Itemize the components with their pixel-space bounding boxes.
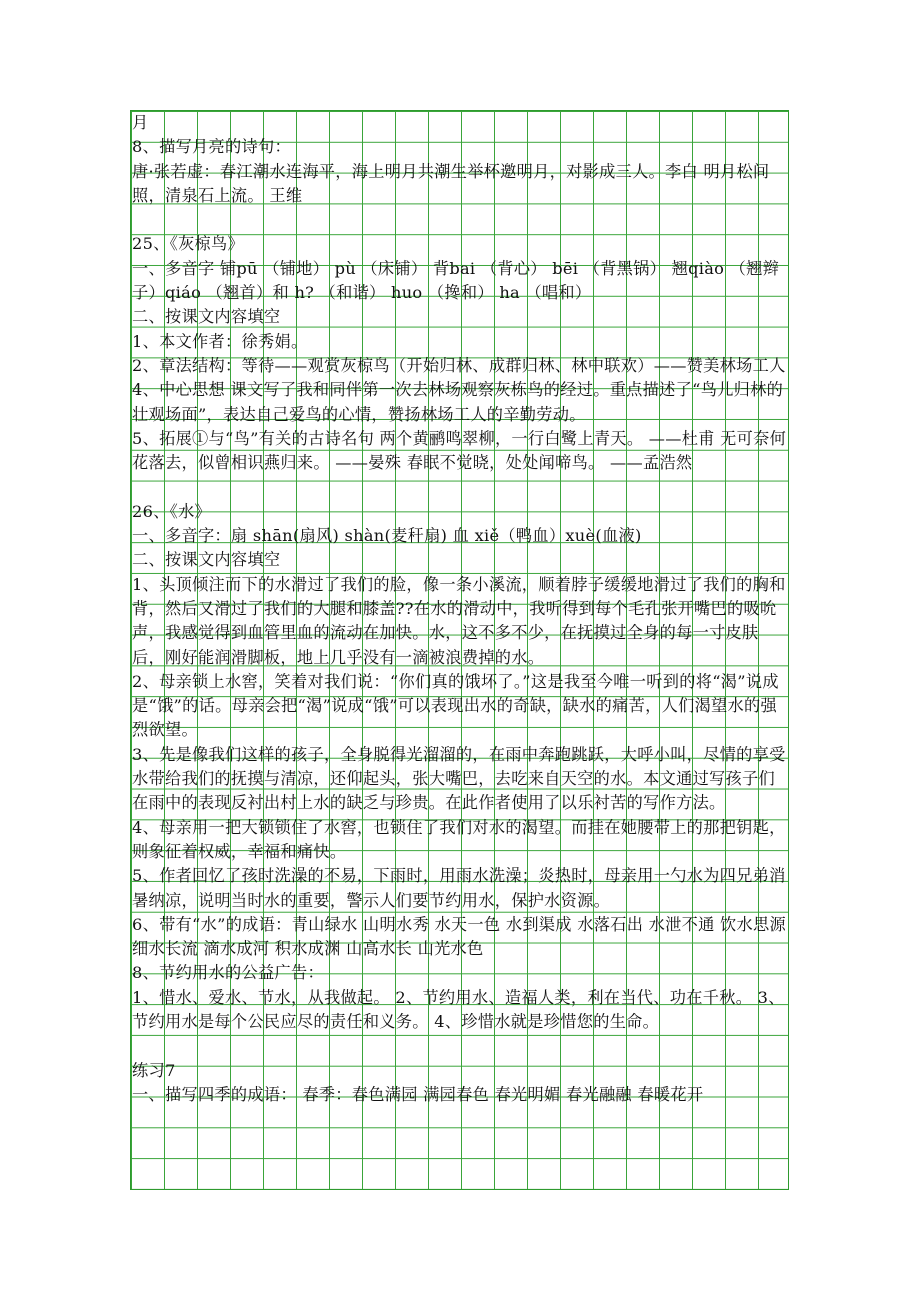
text-line: 一、描写四季的成语： 春季：春色满园 满园春色 春光明媚 春光融融 春暖花开 <box>132 1084 704 1104</box>
text-line: 1、本文作者：徐秀娟。 <box>132 331 308 351</box>
text-line: 2、章法结构：等待——观赏灰椋鸟（开始归林、成群归林、林中联欢）——赞美林场工人 <box>132 355 786 375</box>
text-line: 8、描写月亮的诗句： <box>132 137 291 157</box>
blank-line <box>132 475 789 499</box>
text-line: 一、多音字 铺pū （铺地） pù （床铺） 背bai （背心） bēi （背黑锅） 翘qiào （翘辫子）qiáo （翘首）和 h? （和谐） huo （搀和） ha （唱和） <box>132 258 780 303</box>
text-line: 2、母亲锁上水窖，笑着对我们说：“你们真的饿坏了。”这是我至今唯一听到的将“渴”说成是“饿”的话。母亲会把“渴”说成“饿”可以表现出水的奇缺，缺水的痛苦，人们渴望水的强烈欲望。 <box>132 671 779 740</box>
text-line: 5、作者回忆了孩时洗澡的不易，下雨时，用雨水洗澡；炎热时，母亲用一勺水为四兄弟消暑纳凉，说明当时水的重要，警示人们要节约用水，保护水资源。 <box>132 866 786 910</box>
text-line: 1、惜水、爱水、节水，从我做起。 2、节约用水、造福人类，利在当代、功在千秋。 3、节约用水是每个公民应尽的责任和义务。 4、珍惜水就是珍惜您的生命。 <box>132 987 785 1031</box>
text-line: 一、多音字：扇 shān(扇风) shàn(麦秆扇) 血 xiě（鸭血）xuè(血液) <box>132 526 642 546</box>
text-line: 6、带有“水”的成语：青山绿水 山明水秀 水天一色 水到渠成 水落石出 水泄不通 饮水思源 细水长流 滴水成河 积水成渊 山高水长 山光水色 <box>132 914 786 959</box>
section-title: 26、《水》 <box>132 501 212 521</box>
text-line: 二、按课文内容填空 <box>132 550 281 570</box>
blank-line <box>132 208 789 232</box>
grid-paper <box>130 110 789 1190</box>
text-line: 1、头顶倾注而下的水滑过了我们的脸，像一条小溪流，顺着脖子缓缓地滑过了我们的胸和背，然后又滑过了我们的大腿和膝盖??在水的滑动中，我听得到每个毛孔张开嘴巴的吸吮声，我感觉得到血管里血的流动在加快。水，这不多不少，在抚摸过全身的每一寸皮肤后，刚好能润滑脚板，地上几乎没有一滴被浪费掉的水。 <box>132 574 786 667</box>
text-line: 唐·张若虚：春江潮水连海平，海上明月共潮生举杯邀明月，对影成三人。李白 明月松间照，清泉石上流。 王维 <box>132 161 770 205</box>
text-line: 月 <box>132 113 149 132</box>
text-line: 8、节约用水的公益广告： <box>132 963 324 983</box>
text-line: 4、中心思想 课文写了我和同伴第一次去林场观察灰栋鸟的经过。重点描述了“鸟儿归林的壮观场面”，表达自己爱鸟的心情，赞扬林场工人的辛勤劳动。 <box>132 380 784 424</box>
blank-line <box>132 1034 789 1058</box>
text-line: 5、拓展①与“鸟”有关的古诗名句 两个黄鹂鸣翠柳，一行白鹭上青天。 ——杜甫 无可奈何花落去，似曾相识燕归来。 ——晏殊 春眠不觉晓，处处闻啼鸟。 ——孟浩然 <box>132 428 787 473</box>
text-line: 二、按课文内容填空 <box>132 307 281 327</box>
section-title: 25、《灰椋鸟》 <box>132 234 245 254</box>
text-line: 4、母亲用一把大锁锁住了水窖，也锁住了我们对水的渴望。而挂在她腰带上的那把钥匙，则象征着权威，幸福和痛快。 <box>132 817 786 861</box>
document-text <box>132 111 789 1107</box>
section-title: 练习7 <box>132 1060 176 1080</box>
text-line: 3、先是像我们这样的孩子，全身脱得光溜溜的，在雨中奔跑跳跃，大呼小叫，尽情的享受水带给我们的抚摸与清凉，还仰起头，张大嘴巴，去吃来自天空的水。本文通过写孩子们在雨中的表现反衬出村上水的缺乏与珍贵。在此作者使用了以乐衬苦的写作方法。 <box>132 744 786 813</box>
